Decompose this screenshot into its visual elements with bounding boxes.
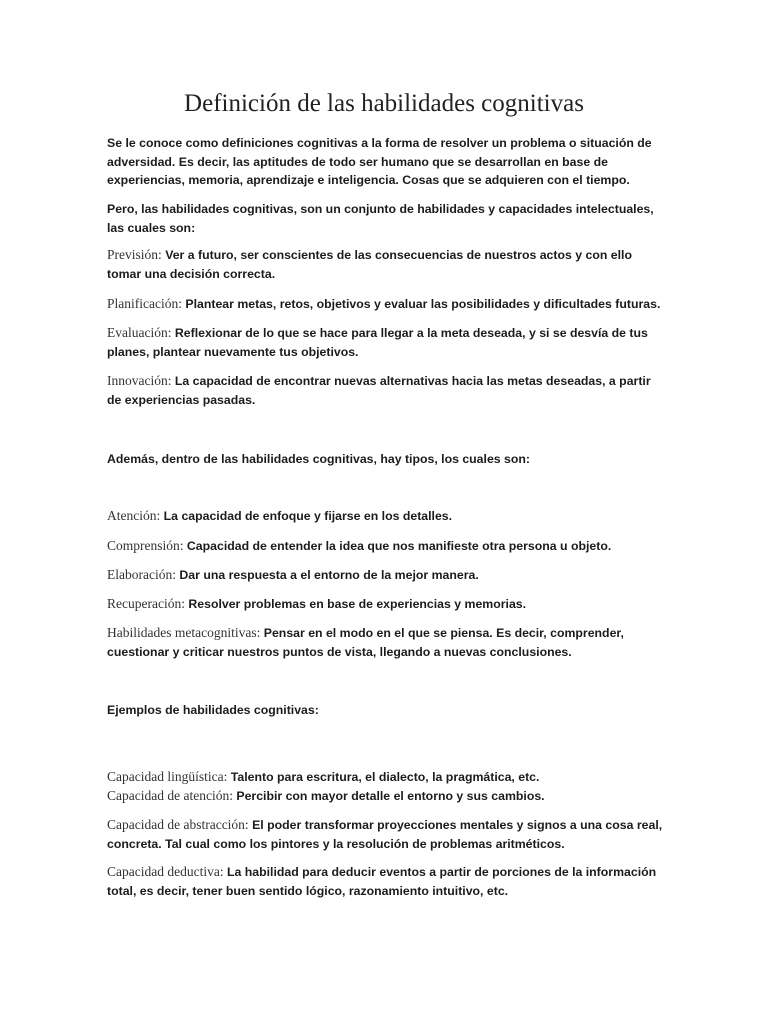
type-item xyxy=(107,595,667,614)
type-term: Comprensión: xyxy=(107,538,184,553)
type-text: La capacidad de enfoque y fijarse en los detalles. xyxy=(163,509,453,523)
example-item xyxy=(107,787,667,806)
ability-text: Reflexionar de lo que se hace para llegar a la meta deseada, y si se desvía de tus planes, plantear nuevamente tus objetivos. xyxy=(107,326,648,359)
example-text: Talento para escritura, el dialecto, la pragmática, etc. xyxy=(230,770,540,784)
type-term: Recuperación: xyxy=(107,596,185,611)
ability-term: Planificación: xyxy=(107,296,182,311)
ability-term: Innovación: xyxy=(107,373,172,388)
example-term: Capacidad lingüística: xyxy=(107,769,228,784)
ability-text: La capacidad de encontrar nuevas alternativas hacia las metas deseadas, a partir de experiencias pasadas. xyxy=(107,374,651,407)
ability-item xyxy=(107,295,667,314)
example-item xyxy=(107,863,667,900)
types-intro: Además, dentro de las habilidades cognitivas, hay tipos, los cuales son: xyxy=(107,452,530,466)
ability-item xyxy=(107,324,667,361)
type-text: Pensar en el modo en el que se piensa. Es decir, comprender, cuestionar y criticar nuestros puntos de vista, llegando a nuevas conclusiones. xyxy=(107,626,624,659)
intro-paragraph-1: Se le conoce como definiciones cognitivas a la forma de resolver un problema o situación de adversidad. Es decir, las aptitudes de todo ser humano que se desarrollan en base de experiencias, memoria, aprendizaje e inteligencia. Cosas que se adquieren con el tiempo. xyxy=(107,136,652,187)
type-item xyxy=(107,507,667,526)
example-text: El poder transformar proyecciones mentales y signos a una cosa real, concreta. Tal cual como los pintores y la resolución de problemas aritméticos. xyxy=(107,818,663,851)
example-text: Percibir con mayor detalle el entorno y sus cambios. xyxy=(236,789,545,803)
type-term: Atención: xyxy=(107,508,161,523)
type-item xyxy=(107,537,667,556)
type-term: Habilidades metacognitivas: xyxy=(107,625,261,640)
ability-text: Ver a futuro, ser conscientes de las consecuencias de nuestros actos y con ello tomar una decisión correcta. xyxy=(107,248,632,281)
example-term: Capacidad deductiva: xyxy=(107,864,224,879)
ability-item xyxy=(107,246,667,283)
ability-text: Plantear metas, retos, objetivos y evaluar las posibilidades y dificultades futuras. xyxy=(185,297,661,311)
ability-item xyxy=(107,372,667,409)
example-item xyxy=(107,816,667,853)
example-item xyxy=(107,768,667,787)
type-text: Resolver problemas en base de experiencias y memorias. xyxy=(188,597,527,611)
example-term: Capacidad de atención: xyxy=(107,788,233,803)
type-text: Dar una respuesta a el entorno de la mejor manera. xyxy=(179,568,479,582)
type-text: Capacidad de entender la idea que nos manifieste otra persona u objeto. xyxy=(186,539,612,553)
type-term: Elaboración: xyxy=(107,567,176,582)
example-term: Capacidad de abstracción: xyxy=(107,817,249,832)
intro-paragraph-2: Pero, las habilidades cognitivas, son un conjunto de habilidades y capacidades intelectuales, las cuales son: xyxy=(107,202,654,235)
type-item xyxy=(107,624,667,661)
ability-term: Evaluación: xyxy=(107,325,172,340)
page-title: Definición de las habilidades cognitivas xyxy=(184,90,584,117)
example-text: La habilidad para deducir eventos a partir de porciones de la información total, es decir, tener buen sentido lógico, razonamiento intuitivo, etc. xyxy=(107,865,657,898)
examples-intro: Ejemplos de habilidades cognitivas: xyxy=(107,703,319,717)
type-item xyxy=(107,566,667,585)
ability-term: Previsión: xyxy=(107,247,162,262)
